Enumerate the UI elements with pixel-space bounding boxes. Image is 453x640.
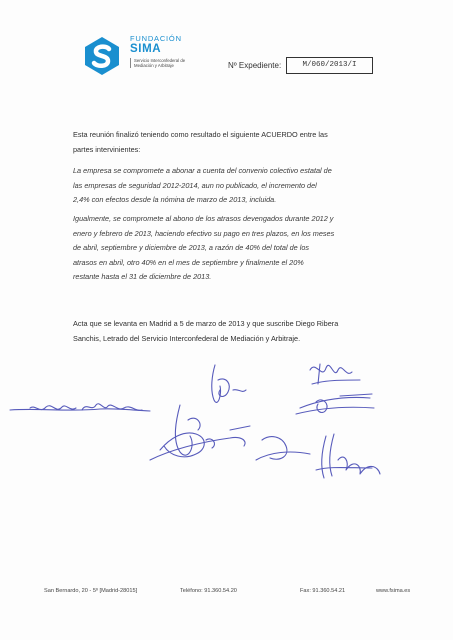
text-line: Sanchis, Letrado del Servicio Interconfederal de Mediación y Arbitraje. [73,333,301,343]
text-line: de abril, septiembre y diciembre de 2013, a razón de 40% del total de los [73,243,310,252]
logo-sima: SIMA [130,43,162,55]
logo-subtitle: Servicio Interconfederal de Mediación y Arbitraje [130,58,194,68]
paragraph-acuerdo-intro [73,128,393,157]
paragraph-compromiso-incremento [73,164,393,208]
expediente-value: M/060/2013/I [286,57,373,74]
signature-5 [296,394,374,414]
paragraph-acta [73,317,393,346]
paragraph-compromiso-atrasos [73,212,393,285]
signature-1 [10,404,150,411]
text-line: partes intervinientes: [73,144,141,154]
logo-text [130,34,194,68]
signature-7 [256,437,310,460]
text-line: restante hasta el 31 de diciembre de 2013. [73,272,212,281]
footer-address: San Bernardo, 20 - 5º [Madrid-28015] [44,588,138,594]
signature-6 [316,434,380,478]
signature-4 [310,364,360,384]
text-line: atrasos en abril, otro 40% en el mes de septiembre y finalmente el 20% [73,257,304,267]
logo-fundacion: FUNDACIÓN [130,34,182,43]
text-line: enero y febrero de 2013, haciendo efectivo su pago en tres plazos, en los meses [73,228,335,238]
footer-telefono: Teléfono: 91.360.54.20 [180,588,237,594]
text-line: las empresas de seguridad 2012-2014, aun no publicado, el incremento del [73,180,317,190]
text-line: 2,4% con efectos desde la nómina de marzo de 2013, incluida. [73,195,277,204]
text-line: Igualmente, se compromete al abono de los atrasos devengados durante 2012 y [73,214,334,223]
signatures-area [0,350,453,510]
signature-3 [150,405,250,460]
expediente-label: Nº Expediente: [228,61,282,70]
signature-2 [212,365,246,402]
text-line: Acta que se levanta en Madrid a 5 de marzo de 2013 y que suscribe Diego Ribera [73,319,339,328]
text-line: La empresa se compromete a abonar a cuenta del convenio colectivo estatal de [73,166,332,175]
footer-web: www.fsima.es [376,588,411,594]
sima-logo-icon [82,36,122,76]
footer-fax: Fax: 91.360.54.21 [300,588,346,594]
text-line: Esta reunión finalizó teniendo como resultado el siguiente ACUERDO entre las [73,130,328,139]
